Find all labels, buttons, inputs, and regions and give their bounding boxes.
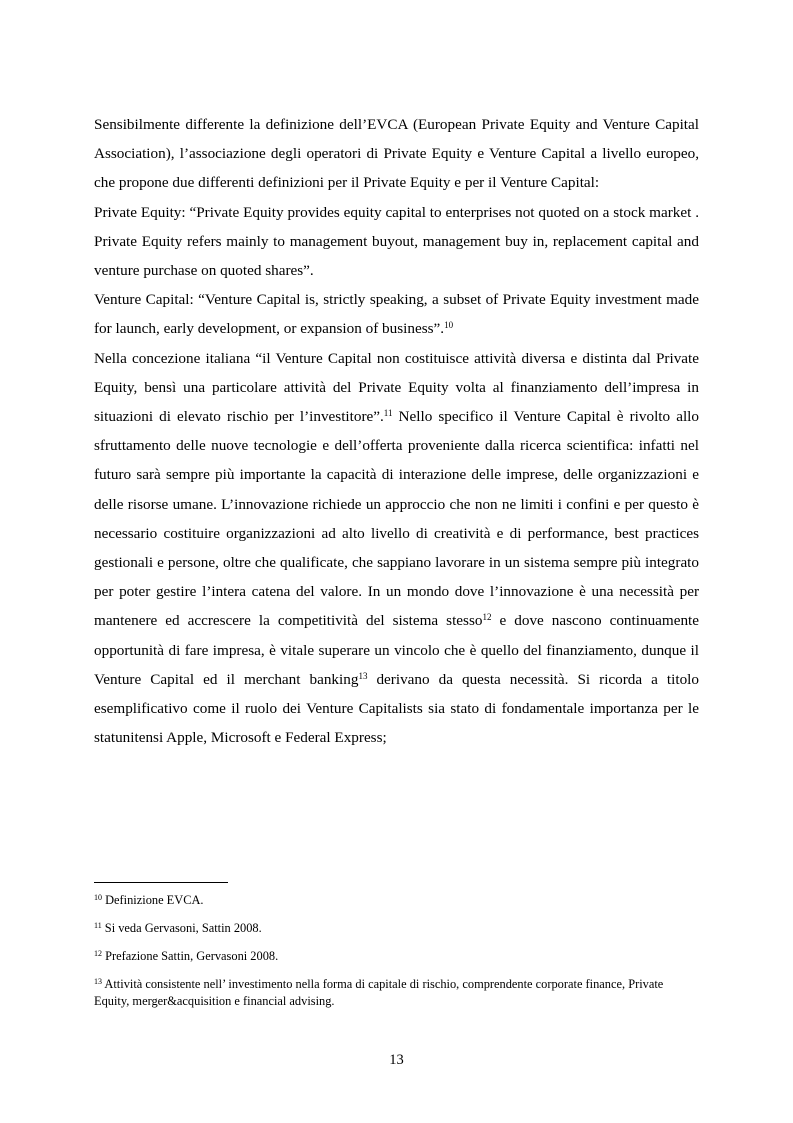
paragraph-text: e dove nascono continuamente opportunità di fare impresa, è vitale superare un vincolo che è quello del finanziamento, dunque il Venture Capital ed il merchant banking (94, 612, 700, 688)
footnote-reference: 13 (358, 670, 368, 681)
footnote-text: Attività consistente nell’ investimento nella forma di capitale di rischio, comprendente corporate finance, Private Equity, merger&acquisition e financial advising. (94, 977, 664, 1008)
footnote-number: 11 (94, 921, 102, 930)
paragraph-text: derivano da questa necessità. Si ricorda a titolo esemplificativo come il ruolo dei Venture Capitalists sia stato di fondamentale importanza per le statunitensi Apple, Microsoft e Federal Express; (94, 670, 699, 747)
page-number: 13 (389, 1052, 404, 1068)
footnote-text: Definizione EVCA. (102, 893, 204, 907)
footnote (94, 976, 699, 1009)
footnote-reference: 12 (482, 612, 492, 623)
footnote-text: Prefazione Sattin, Gervasoni 2008. (102, 949, 279, 963)
paragraph (94, 285, 699, 343)
footnote (94, 892, 699, 909)
footnote-text: Si veda Gervasoni, Sattin 2008. (101, 921, 262, 935)
paragraph-text: Private Equity: “Private Equity provides equity capital to enterprises not quoted on a stock market . Private Equity refers mainly to management buyout, management buy in, replacement capital and venture purchase on quoted shares”. (94, 203, 699, 280)
footnote-number: 12 (94, 949, 102, 958)
paragraph-text: Nello specifico il Venture Capital è rivolto allo sfruttamento delle nuove tecnologie e dell’offerta proveniente dalla ricerca scientifica: infatti nel futuro sarà sempre più importante la capacità di interazione delle imprese, delle organizzazioni e delle risorse umane. L’innovazione richiede un approccio che non ne limiti i confini e per questo è necessario costituire organizzazioni ad alto livello di creatività e di performance, best practices gestionali e persone, oltre che qualificate, che sappiano lavorare in un sistema sempre più integrato per poter gestire l’intera catena del valore. In un mondo dove l’innovazione è una necessità per mantenere ed accrescere la competitività del sistema stesso (94, 408, 699, 630)
footnote-reference: 11 (383, 408, 393, 419)
paragraph-text: Venture Capital: “Venture Capital is, strictly speaking, a subset of Private Equity investment made for launch, early development, or expansion of business”. (94, 291, 699, 338)
footnote (94, 948, 699, 965)
paragraph-text: Nella concezione italiana “il Venture Capital non costituisce attività diversa e distinta dal Private Equity, bensì una particolare attività del Private Equity volta al finanziamento dell’impresa in situazioni di elevato rischio per l’investitore”. (94, 349, 699, 426)
footnote-number: 10 (94, 893, 102, 902)
footnote-separator (94, 882, 228, 883)
body-text (94, 110, 699, 752)
footnotes (94, 892, 699, 1021)
footnote-number: 13 (94, 977, 102, 986)
paragraph (94, 344, 699, 753)
paragraph-text: Sensibilmente differente la definizione dell’EVCA (European Private Equity and Venture Capital Association), l’associazione degli operatori di Private Equity e Venture Capital a livello europeo, che propone due differenti definizioni per il Private Equity e per il Venture Capital: (94, 116, 699, 192)
footnote-reference: 10 (444, 320, 454, 331)
paragraph (94, 198, 699, 286)
paragraph (94, 110, 699, 198)
footnote (94, 920, 699, 937)
